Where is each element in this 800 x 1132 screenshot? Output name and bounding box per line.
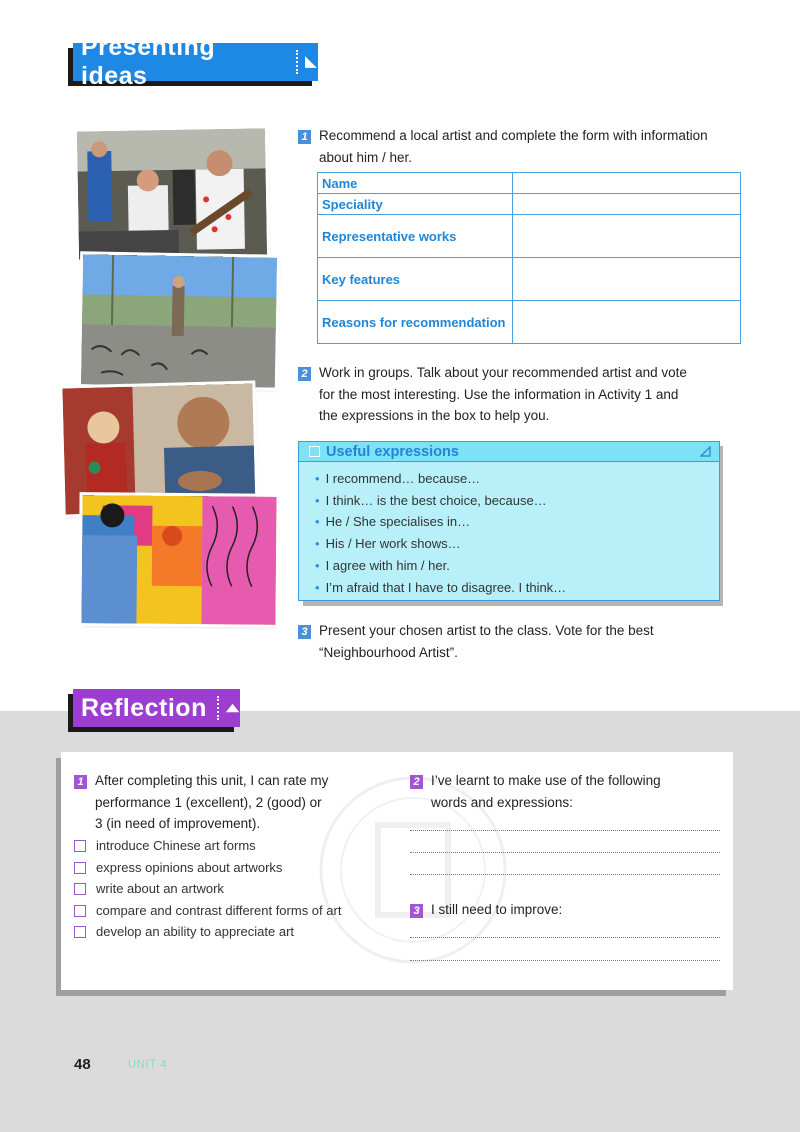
activity-2-text bbox=[319, 362, 759, 427]
photo-wall-painting bbox=[81, 495, 276, 625]
useful-expressions-title: Useful expressions bbox=[326, 443, 459, 460]
activity-1-line-2: about him / her. bbox=[319, 149, 413, 165]
reflection-1-line-3: 3 (in need of improvement). bbox=[95, 816, 261, 831]
checklist-label: develop an ability to appreciate art bbox=[96, 924, 295, 939]
checkbox[interactable] bbox=[74, 926, 86, 938]
activity-2-line-1: Work in groups. Talk about your recommended artist and vote bbox=[319, 365, 687, 380]
reflection-1-line-2: performance 1 (excellent), 2 (good) or bbox=[95, 794, 322, 810]
writing-line[interactable] bbox=[410, 830, 720, 831]
activity-3-number: 3 bbox=[298, 625, 311, 639]
writing-line[interactable] bbox=[410, 874, 720, 875]
useful-expressions-list bbox=[299, 462, 719, 598]
photo-street-musicians bbox=[77, 128, 267, 259]
expression-item: • I think… is the best choice, because… bbox=[315, 492, 547, 508]
activity-3-line-2: “Neighbourhood Artist”. bbox=[319, 644, 458, 660]
checklist-label: compare and contrast different forms of art bbox=[96, 903, 342, 918]
photo-ground-calligraphy bbox=[81, 254, 277, 387]
checkbox[interactable] bbox=[74, 905, 86, 917]
header-separator bbox=[217, 696, 219, 720]
square-icon bbox=[309, 446, 320, 457]
form-field-key-features[interactable] bbox=[513, 258, 741, 301]
bullet-icon: • bbox=[315, 492, 320, 508]
reflection-2-text bbox=[431, 770, 721, 813]
useful-expressions-box bbox=[298, 441, 720, 601]
reflection-3-text bbox=[431, 899, 721, 921]
form-label-name: Name bbox=[318, 173, 513, 194]
header-separator bbox=[296, 50, 298, 74]
expression-item: • I’m afraid that I have to disagree. I think… bbox=[315, 579, 567, 595]
expression-item: • His / Her work shows… bbox=[315, 536, 461, 552]
activity-1-number: 1 bbox=[298, 130, 311, 144]
form-label-speciality: Speciality bbox=[318, 194, 513, 215]
checkbox[interactable] bbox=[74, 862, 86, 874]
activity-1-text bbox=[319, 125, 759, 168]
writing-line[interactable] bbox=[410, 852, 720, 853]
activity-3-line-1: Present your chosen artist to the class. Vote for the best bbox=[319, 623, 654, 638]
checklist-item bbox=[74, 860, 282, 875]
activity-2-number: 2 bbox=[298, 367, 311, 381]
bullet-icon: • bbox=[315, 514, 320, 530]
checklist-label: express opinions about artworks bbox=[96, 860, 283, 875]
reflection-header bbox=[73, 689, 240, 727]
reflection-2-line-2: words and expressions: bbox=[431, 794, 573, 810]
checklist-item bbox=[74, 903, 341, 918]
reflection-2-number: 2 bbox=[410, 775, 423, 789]
page-number: 48 bbox=[74, 1056, 91, 1073]
checkbox[interactable] bbox=[74, 883, 86, 895]
checklist-item bbox=[74, 924, 294, 939]
expression-item: • He / She specialises in… bbox=[315, 514, 471, 530]
useful-expressions-header bbox=[299, 442, 719, 462]
presenting-ideas-header bbox=[73, 33, 318, 90]
form-label-reasons: Reasons for recommendation bbox=[318, 301, 513, 344]
checklist-label: introduce Chinese art forms bbox=[96, 838, 256, 853]
bullet-icon: • bbox=[315, 536, 320, 552]
form-field-representative-works[interactable] bbox=[513, 215, 741, 258]
artist-form-table bbox=[317, 172, 741, 344]
reflection-1-number: 1 bbox=[74, 775, 87, 789]
writing-line[interactable] bbox=[410, 937, 720, 938]
reflection-3-number: 3 bbox=[410, 904, 423, 918]
reflection-2-line-1: I’ve learnt to make use of the following bbox=[431, 773, 661, 788]
expression-item: • I agree with him / her. bbox=[315, 557, 450, 573]
reflection-3-line-1: I still need to improve: bbox=[431, 902, 563, 917]
form-label-key-features: Key features bbox=[318, 258, 513, 301]
writing-line[interactable] bbox=[410, 960, 720, 961]
expression-item: • I recommend… because… bbox=[315, 471, 481, 486]
form-field-reasons[interactable] bbox=[513, 301, 741, 344]
presenting-ideas-title: Presenting ideas bbox=[81, 33, 216, 90]
activity-1-line-1: Recommend a local artist and complete the form with information bbox=[319, 128, 708, 143]
checklist-item bbox=[74, 881, 224, 896]
reflection-1-line-1: After completing this unit, I can rate my bbox=[95, 773, 329, 788]
reflection-title: Reflection bbox=[81, 693, 207, 722]
form-field-speciality[interactable] bbox=[513, 194, 741, 215]
reflection-1-text bbox=[95, 770, 395, 835]
activity-3-text bbox=[319, 620, 759, 663]
activity-2-line-3: the expressions in the box to help you. bbox=[319, 408, 550, 423]
unit-label: UNIT 4 bbox=[128, 1059, 168, 1071]
bullet-icon: • bbox=[315, 579, 320, 595]
checklist-item bbox=[74, 838, 256, 853]
activity-2-line-2: for the most interesting. Use the information in Activity 1 and bbox=[319, 386, 679, 402]
corner-triangle-icon bbox=[304, 55, 318, 69]
bullet-icon: • bbox=[315, 471, 320, 486]
corner-triangle-icon bbox=[700, 446, 711, 457]
checkbox[interactable] bbox=[74, 840, 86, 852]
up-triangle-icon bbox=[225, 702, 240, 714]
form-label-representative-works: Representative works bbox=[318, 215, 513, 258]
form-field-name[interactable] bbox=[513, 173, 741, 194]
bullet-icon: • bbox=[315, 557, 320, 573]
checklist-label: write about an artwork bbox=[96, 881, 224, 896]
